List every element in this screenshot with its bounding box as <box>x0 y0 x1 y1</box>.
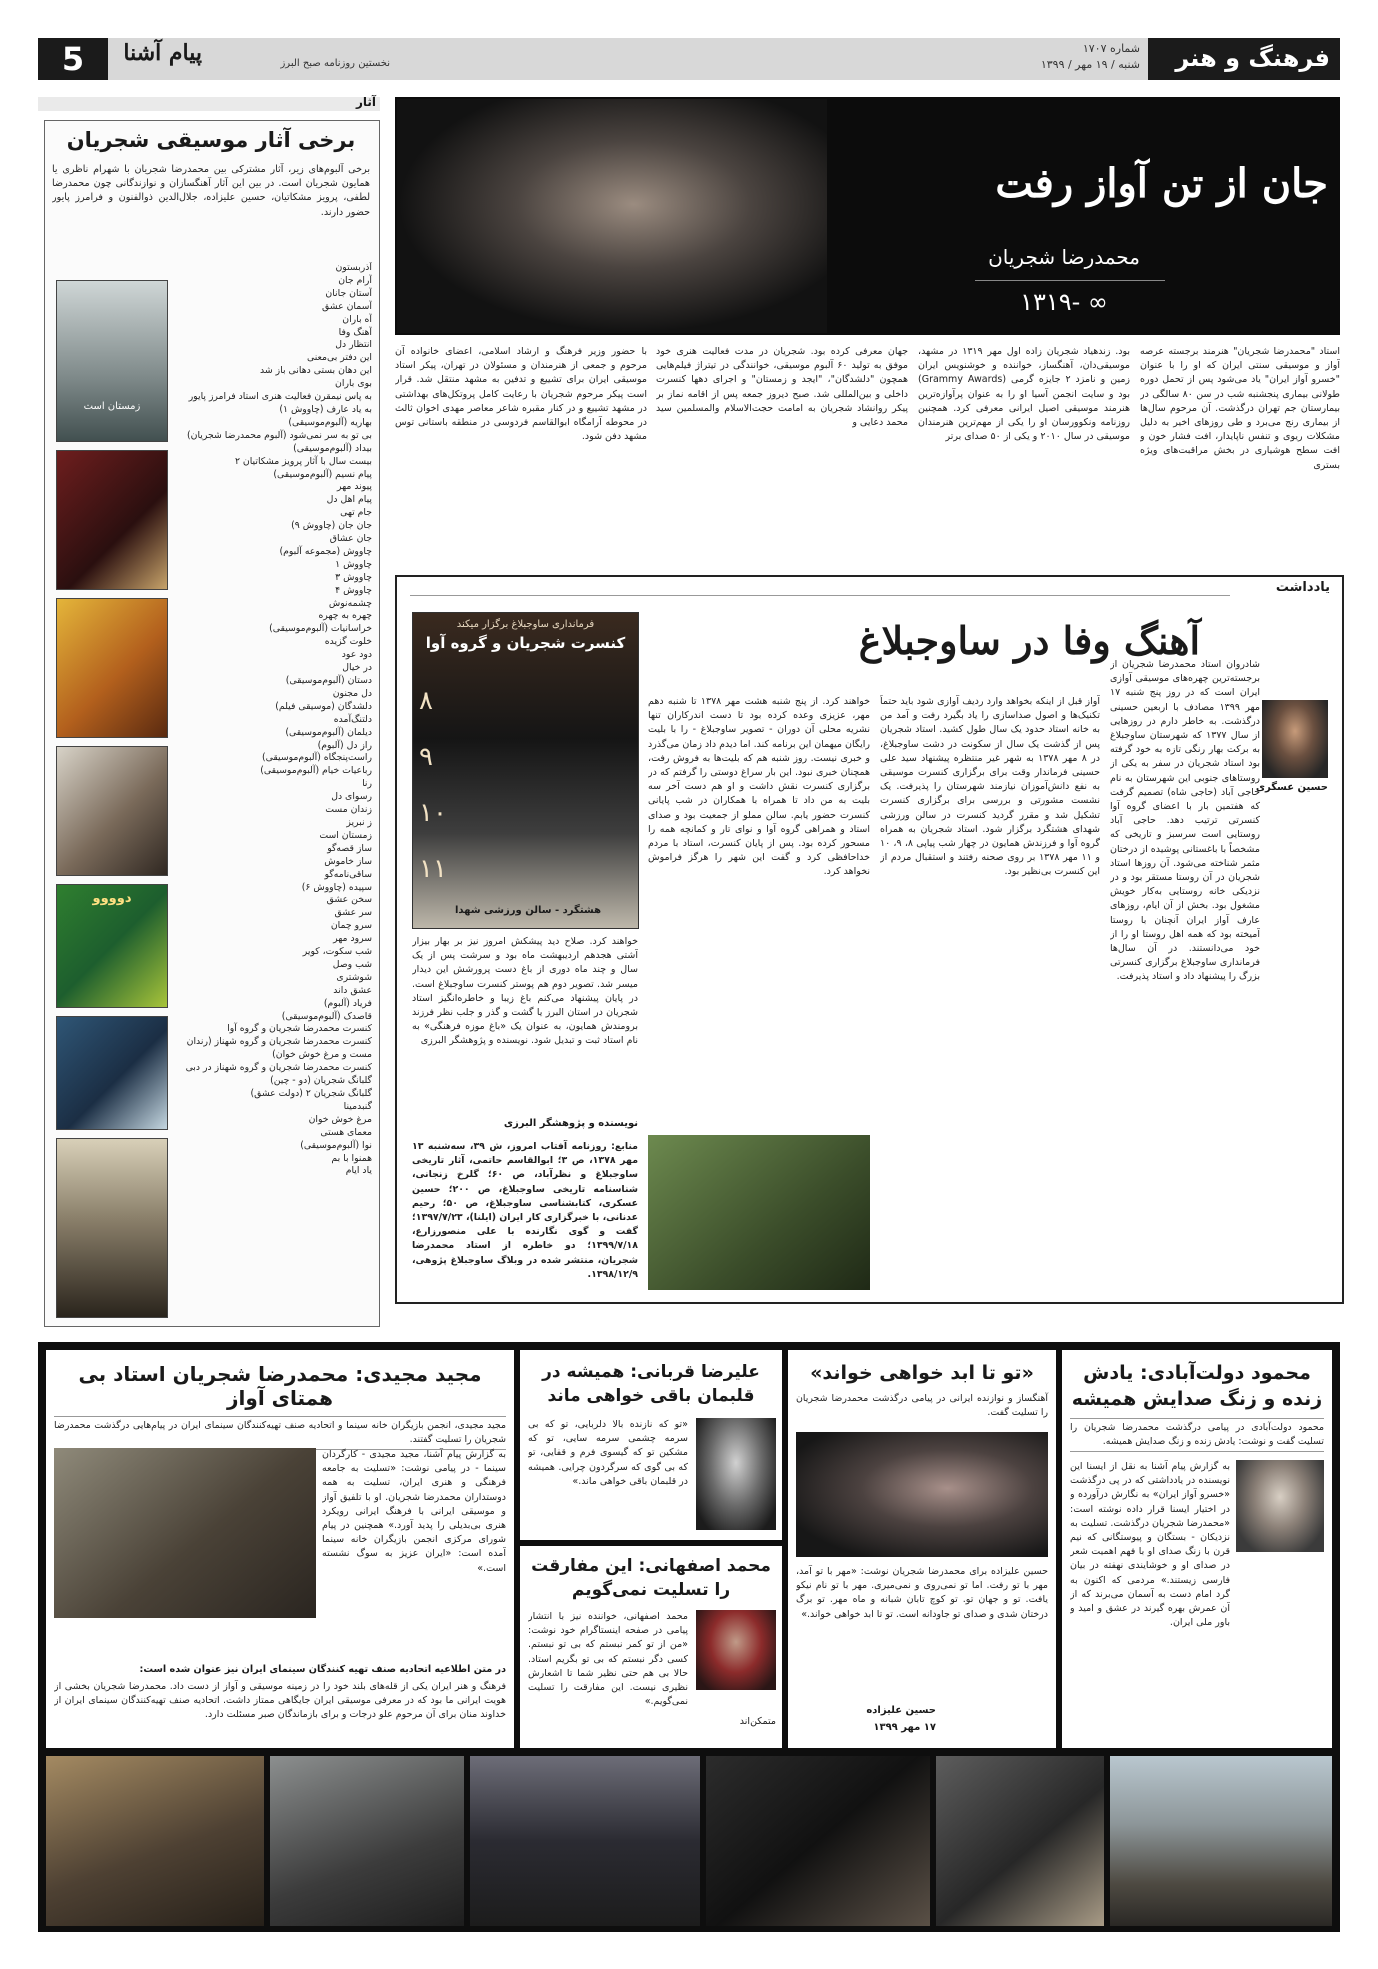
works-list-items <box>172 262 372 1178</box>
works-list-item: دلتنگ‌آمده <box>333 713 372 725</box>
works-list-item: پیام نسیم (آلبوم‌موسیقی) <box>273 468 372 480</box>
works-list-item: سپیده (چاووش ۶) <box>301 881 372 893</box>
memoir-col-2: آواز قبل از اینکه بخواهد وارد ردیف آوازی شود باید حتماً تکنیک‌ها و اصول صداسازی را یاد بگیرد رفت و آمد من به خانه استاد حدود یک سال طول کشید. استاد شجریان پس از گذشت یک سال از سکونت در دشت ساوجبلاغ، در ۸ مهر ۱۳۷۸ به شهر غیر منتظره پیشنهاد سید علی حسینی فرماندار وقت برای برگزاری کنسرت موسیقی به نفع دانش‌آموزان نیازمند شهرستان را پذیرفت. یک نشست مشورتی و بررسی برای برگزاری کنسرت تشکیل شد و مقرر گردید کنسرت در سالن ورزشی شهدای هشتگرد برگزار شود. استاد شجریان به همراه گروه آوا و فرزندش همایون در چهار شب پیاپی ۸، ۹، ۱۰ و ۱۱ مهر ۱۳۷۸ بر روی صحنه رفتند و استقبال مردم از این کنسرت بی‌نظیر بود. <box>880 696 1100 878</box>
memoir-tag-rule <box>410 595 1230 596</box>
subtitle-rule <box>975 280 1165 281</box>
works-list-item: گلبانگ شجریان (دو - چین) <box>270 1075 372 1087</box>
poster-organizer: فرمانداری ساوجبلاغ برگزار میکند <box>456 619 595 630</box>
album-cover-1 <box>56 280 168 442</box>
album-cover-5-title: دوووو <box>92 891 132 906</box>
works-list-item: دل مجنون <box>332 687 372 699</box>
works-list-item: آستان جانان <box>325 287 372 299</box>
works-list-item: دیلمان (آلبوم‌موسیقی) <box>285 726 372 738</box>
works-list-item: خراسانیات (آلبوم‌موسیقی) <box>269 623 372 635</box>
tribute-3-body: «تو که نازنده بالا دلربایی، تو که بی سرمه چشمی سرمه سایی، تو که مشکین تو که گیسوی فرم و قفایی، تو که بی گوی که سرگردون چرایی. همیشه در قلبمان باقی خواهی ماند.» <box>528 1419 688 1487</box>
poster-title: کنسرت شجریان و گروه آوا <box>425 634 626 652</box>
works-list-item: آرام جان <box>338 274 372 286</box>
works-list-item: شب وصل <box>332 958 372 970</box>
works-list-item: چاووش ۴ <box>335 584 372 596</box>
paper-logo: پیام آشنا <box>123 40 202 66</box>
works-list-item: در خیال <box>342 662 372 674</box>
lead-subtitle: محمدرضا شجریان <box>988 245 1140 269</box>
album-cover-3 <box>56 598 168 738</box>
tribute-2-title: «تو تا ابد خواهی خواند» <box>810 1362 1034 1384</box>
tribute-4-signature: متمکن‌اند <box>739 1716 776 1727</box>
tribute-1-lead: محمود دولت‌آبادی در پیامی درگذشت محمدرضا شجریان را تسلیت گفت و نوشت: یادش زنده و زنگ صدایش همیشه. <box>1070 1418 1324 1452</box>
works-list-item: ز نبریز <box>346 816 372 828</box>
works-list-item: قاصدک (آلبوم‌موسیقی) <box>281 1010 372 1022</box>
tribute-2-date: ۱۷ مهر ۱۳۹۹ <box>873 1722 936 1733</box>
works-list-item: پیوند مهر <box>336 481 372 493</box>
works-list-item: این دفتر بی‌معنی <box>306 352 372 364</box>
garden-photo <box>648 1135 870 1290</box>
memoir-sources: منابع: روزنامه آفتاب امروز، ش ۳۹، سه‌شنبه ۱۳ مهر ۱۳۷۸، ص ۳؛ ابوالقاسم حاتمی، آثار تاریخی ساوجبلاغ و نظرآباد، ص ۶۰؛ گلرخ زنجانی، شناسنامه تاریخی ساوجبلاغ، ص ۲۰۰؛ حسین عسکری، کتابشناسی ساوجبلاغ، ص ۵۰؛ رحیم عدنانی، با خبرگزاری کار ایران (ایلنا)، ۱۳۹۷/۷/۲۳؛ گفت و گوی نگارنده با علی منصورزارع، ۱۳۹۹/۷/۱۸؛ دو خاطره از استاد محمدرضا شجریان، منتشر شده در وبلاگ ساوجبلاغ پژوهی، ۱۳۹۸/۱۲/۹. <box>412 1141 638 1280</box>
album-cover-1-title: زمستان است <box>83 401 141 412</box>
works-list-item: انتظار دل <box>335 339 372 351</box>
works-title: برخی آثار موسیقی شجریان <box>66 128 356 152</box>
author-photo <box>1262 700 1328 778</box>
memoir-col-1b <box>1262 800 1332 1290</box>
memoir-col-1: شادروان استاد محمدرضا شجریان از برجسته‌ترین چهره‌های موسیقی آوازی ایران است که در روز پنج شنبه ۱۷ مهر ۱۳۹۹ مصادف با اربعین حسینی درگذشت. به خاطر دارم در روزهایی از سال ۱۳۷۷ که شهرستان ساوجبلاغ به برکت بهار رنگی تازه به خود گرفته بود استاد شجریان در سفر به یکی از روستاهای جنوبی این شهرستان به نام حاجی آباد (حاجی شاه) تصمیم گرفت که هفتمین بار با اعضای گروه آوا کنسرتی ترتیب دهد. حاجی آباد روستایی است سرسبز و تاریخی که مشخصاً با باغستانی پوشیده از درختان مثمر شناخته می‌شود. آن روزها استاد شجریان در آن روستا مستقر بود و در نزدیکی خانه روستایی به‌کار خویش مشغول بود. بخش از آن ایام، روزهای عارف آواز ایران آنچنان با روستا آمیخته بود که همه اهل روستا او را از خود می‌دانستند. در آن سال‌ها فرمانداری ساوجبلاغ برگزاری کنسرتی بزرگ را پیشنهاد داد و استاد پذیرفت. <box>1110 659 1260 983</box>
section-title: فرهنگ و هنر <box>1175 44 1330 72</box>
works-list-item: سر عشق <box>334 907 372 919</box>
lead-years: ۱۳۱۹- ∞ <box>1020 288 1108 316</box>
works-list-item: سرود مهر <box>333 933 372 945</box>
funeral-photo-2 <box>936 1756 1104 1926</box>
works-list-item: کنسرت محمدرضا شجریان و گروه آوا <box>227 1023 372 1035</box>
lead-col-2: بود. زندهیاد شجریان زاده اول مهر ۱۳۱۹ در مشهد، موسیقی‌دان، آهنگساز، خواننده و خوشنویس ایران زمین و نامزد ۲ جایزه گرمی (Grammy Awards) بود و سایت انجمن آسیا او را به عنوان پرآوازه‌ترین هنرمند موسیقی اصیل ایرانی معرفی کرد. همچنین روزنامه ونکوورسان او را یکی از مهم‌ترین هنرمندان موسیقی در سال ۲۰۱۰ و یکی از ۵۰ صدای برتر <box>918 346 1130 443</box>
works-list-item: نوا (آلبوم‌موسیقی) <box>300 1139 372 1151</box>
tribute-2-body: حسین علیزاده برای محمدرضا شجریان نوشت: «مهر با تو آمد، مهر با تو رفت. اما تو نمی‌روی و نمی‌میری. مهر با تو نام نیکو یافت. تو و جهان تو. تو کوچ تابان شبانه و ماه مهر. تو برگ درختان شدی و صدای تو جاودانه است. تو تا ابد خواهی خواند.» <box>796 1566 1048 1620</box>
works-list-item: راز دل (آلبوم) <box>317 739 372 751</box>
memoir-author: حسین عسگری <box>1255 782 1328 793</box>
works-list-item: بی تو به سر نمی‌شود (آلبوم محمدرضا شجریان) <box>186 429 372 441</box>
tribute-2-lead: آهنگساز و نوازنده ایرانی در پیامی درگذشت محمدرضا شجریان را تسلیت گفت. <box>796 1393 1048 1419</box>
works-list-item: رسوای دل <box>331 791 372 803</box>
works-list-item: آسمان عشق <box>322 300 372 312</box>
lead-col-1: استاد "محمدرضا شجریان" هنرمند برجسته عرصه آواز و موسیقی سنتی ایران که او را با عنوان "خسرو آواز ایران" یاد می‌شود پس از تحمل دوره طولانی بیماری پنجشنبه شب در سن ۸۰ سالگی در بیمارستان جم تهران درگذشت. آن مرحوم سال‌ها از بیماری رنج می‌برد و طی روزهای اخیر به دلیل مشکلات ریوی و تنفس ناپایدار، افت فشار خون و افت سطح هوشیاری در بخش مراقبت‌های ویژه بستری <box>1140 346 1340 471</box>
tribute-5-lead: مجید مجیدی، انجمن بازیگران خانه سینما و اتحادیه صنف تهیه‌کنندگان سینمای ایران در پیام‌هایی درگذشت محمدرضا شجریان را تسلیت گفتند. <box>54 1416 506 1450</box>
tribute-2 <box>788 1350 1056 1748</box>
tribute-4-title: محمد اصفهانی: این مفارقت را تسلیت نمی‌گویم <box>531 1556 771 1600</box>
works-list-item: دلشدگان (موسیقی فیلم) <box>275 700 372 712</box>
works-list-item: بوی باران <box>335 378 372 390</box>
funeral-photo-5 <box>270 1756 464 1926</box>
tribute-1 <box>1062 1350 1332 1748</box>
memoir-col-3: خواهند کرد. از پنج شنبه هشت مهر ۱۳۷۸ تا شنبه دهم مهر، عزیزی وعده کرده بود تا دست اندرکاران تنها نشریه محلی آن دوران - تصویر ساوجبلاغ - را با بلیت رایگان میهمان این برنامه کند. اما دیدم داد زمان می‌گذرد و خبری نیست. روز شنبه هم که بلیت‌ها به فروش رفت، همچنان خبری نبود. این بار سراغ دوستی را گرفتم که در برگزاری کنسرت نقش داشت و او هم دست آخر سه بلیت به من داد تا همراه با همکاران در شب پایانی کنسرت حضور یابم. سالن مملو از جمعیت بود و صدای استاد و همراهی گروه آوا و نوای تار و کمانچه همه را مسحور کرده بود. پس از پایان کنسرت، استاد با مردم خداحافظی کرد و گفت این شهر را هرگز فراموش نخواهد کرد. <box>648 696 870 878</box>
works-list-item: راست‌پنجگاه (آلبوم‌موسیقی) <box>261 752 372 764</box>
album-cover-6 <box>56 1016 168 1130</box>
works-list-item: آذربستون <box>335 262 372 273</box>
esfahani-photo <box>696 1610 776 1690</box>
works-list-item: شب سکوت، کویر <box>302 946 372 958</box>
works-list-item: بهاریه (آلبوم‌موسیقی) <box>288 416 372 428</box>
works-list-item: همنوا با بم <box>331 1152 372 1164</box>
works-list-item: چهره به چهره <box>318 610 372 622</box>
album-cover-2 <box>56 450 168 590</box>
lead-col-3: جهان معرفی کرده بود. شجریان در مدت فعالیت هنری خود موفق به تولید ۶۰ آلبوم موسیقی، خوانندگی در تیتراژ فیلم‌هایی همچون "دلشدگان"، "ایجد و زمستان" و اجرای دهها کنسرت داخلی و بین‌المللی شد. صبح دیروز جمعه پس از اقامه نماز بر پیکر روانشاد شجریان به امامت حجت‌الاسلام والمسلمین سید محمد دعایی و <box>656 346 908 429</box>
tribute-4-body: محمد اصفهانی، خواننده نیز با انتشار پیامی در صفحه اینستاگرام خود نوشت: «من از تو کمر نبستم که بی تو نبستم. کسی دگر نبستم که بی تو بگریم استاد. حالا بی هم حتی نظیر شما تا اشعارش نظیری نیست. این مفارقت را تسلیت نمی‌گویم.» <box>528 1611 688 1708</box>
works-list-item: آه باران <box>342 313 372 325</box>
works-list-item: ساز خاموش <box>324 855 372 867</box>
works-list-item: زندان مست <box>325 804 372 816</box>
works-list-item: سرو چمان <box>330 920 372 932</box>
tribute-5 <box>46 1350 514 1748</box>
paper-tagline: نخستین روزنامه صبح البرز <box>280 58 390 69</box>
works-list-item: یاد ایام <box>345 1165 372 1177</box>
works-intro: برخی آلبوم‌های زیر، آثار مشترکی بین محمدرضا شجریان با شهرام ناظری یا همایون شجریان است. در بین این آثار آهنگسازان و نوازندگانی چون محمدرضا لطفی، پرویز مشکاتیان، حسین علیزاده، جلال‌الدین ذوالفنون و فرامرز پایور حضور دارند. <box>52 164 370 218</box>
works-list-item: جان جان (چاووش ۹) <box>291 520 372 532</box>
works-list-item: آهنگ وفا <box>338 326 372 338</box>
works-list-item: زمستان است <box>319 829 372 841</box>
album-cover-5 <box>56 884 168 1008</box>
tribute-5-notice-body: فرهنگ و هنر ایران یکی از قله‌های بلند خود را در زمینه موسیقی و آواز از دست داد. محمدرضا شجریان بخشی از هویت ایرانی ما بود که در معرفی موسیقی ایران جایگاهی ممتاز داشت. اتحادیه صنف تهیه‌کنندگان سینمای ایران از خداوند منان برای آن مرحوم علو درجات و برای بازماندگان صبر مسئلت دارد. <box>54 1681 506 1721</box>
works-list-item: رنا <box>362 778 372 790</box>
works-list-item: بیداد (آلبوم‌موسیقی) <box>293 442 372 454</box>
works-list-item: دود عود <box>341 649 372 661</box>
works-list-item: مرغ خوش خوان <box>308 1113 372 1125</box>
works-tag: آثار <box>355 95 376 109</box>
shajarian-portrait <box>397 99 827 333</box>
works-list-item: پیام اهل دل <box>326 494 372 506</box>
tribute-1-body: به گزارش پیام آشنا به نقل از ایسنا این نویسنده در یادداشتی که در پی درگذشت «خسرو آواز ایران» به نگارش درآورده و در اختیار ایسنا قرار داده نوشته است: «محمدرضا شجریان درگذشت. تسلیت به نزدیکان - بستگان و پیوستگانی که نیم قرن با زنگ صدای او با فهم اهمیت شعر در صدای او و خوشایندی نهفته در بیان فارسی زیستند.» مردمی که اکنون به گرد امام دست به آسمان می‌برند که از آن عمرش بهره گیرند در عشق و امید و باور ملی ایران. <box>1070 1461 1230 1629</box>
funeral-photo-3 <box>706 1756 930 1926</box>
poster-venue: هشتگرد - سالن ورزشی شهدا <box>454 905 602 916</box>
lead-col-4: با حضور وزیر فرهنگ و ارشاد اسلامی، اعضای خانواده آن مرحوم و جمعی از هنرمندان و مسئولان در تهران، پیکر استاد موسیقی ایران برای تشییع و تدفین به مشهد منتقل شد. قرار است پیکر مرحوم شجریان با رعایت کامل پروتکل‌های بهداشتی در مشهد تشییع و در کنار مقبره شاعر معاصر مهدی اخوان ثالث در محوطه آرامگاه ابوالقاسم فردوسی در منطقه باستانی توس مشهد دفن شود. <box>395 346 647 443</box>
issue-date: شنبه / ۱۹ مهر / ۱۳۹۹ <box>1040 58 1140 71</box>
tribute-5-body: به گزارش پیام آشنا، مجید مجیدی - کارگردان سینما - در پیامی نوشت: «تسلیت به جامعه فرهنگی و هنری ایران، تسلیت به همه دوستداران محمدرضا شجریان. او با تلفیق آواز و موسیقی ایرانی با فرهنگ ایرانی رویکرد هنری بی‌بدیلی را پدید آورد.» همچنین در پیام شورای مرکزی انجمن بازیگران خانه سینما آمده است: «ایران عزیز به سوگ نشسته است.» <box>322 1449 506 1574</box>
funeral-photo-6 <box>46 1756 264 1926</box>
works-list-item: جان عشاق <box>329 533 372 545</box>
works-list-item: کنسرت محمدرضا شجریان و گروه شهناز در دبی <box>185 1062 372 1074</box>
tribute-2-signature: حسین علیزاده <box>866 1705 936 1716</box>
works-list-item: معمای هستی <box>320 1126 372 1138</box>
works-list-item: چاووش (مجموعه آلبوم) <box>279 545 372 557</box>
alizadeh-photo <box>796 1432 1048 1557</box>
works-list-item: جام تهی <box>340 507 372 519</box>
works-list-item: چاووش ۳ <box>335 571 372 583</box>
majidi-photo <box>54 1448 316 1618</box>
issue-number: شماره ۱۷۰۷ <box>1082 42 1140 55</box>
tribute-1-title: محمود دولت‌آبادی: یادش زنده و زنگ صدایش همیشه <box>1071 1362 1323 1410</box>
works-list-item: رباعیات خیام (آلبوم‌موسیقی) <box>260 765 372 777</box>
album-cover-4 <box>56 746 168 876</box>
works-list-item: سخن عشق <box>326 894 372 906</box>
memoir-tag: یادداشت <box>1275 580 1330 595</box>
works-list-item: ساز قصه‌گو <box>327 842 372 854</box>
works-list-item: کنسرت محمدرضا شجریان و گروه شهناز (رندان مست و مرغ خوش خوان) <box>186 1036 372 1061</box>
works-list-item: چاووش ۱ <box>335 558 372 570</box>
works-list <box>172 262 372 1322</box>
works-list-item: چشمه‌نوش <box>328 597 372 609</box>
works-list-item: فریاد (آلبوم) <box>323 997 372 1009</box>
works-list-item: ساقی‌نامه‌گو <box>324 868 372 880</box>
lead-title: جان از تن آواز رفت <box>995 160 1328 207</box>
works-list-item: گلبانگ شجریان ۲ (دولت عشق) <box>250 1088 372 1099</box>
works-list-item: بیست سال با آثار پرویز مشکاتیان ۲ <box>234 455 372 467</box>
works-list-item: گنبدمینا <box>343 1100 372 1112</box>
memoir-byline: نویسنده و پژوهشگر البرزی <box>503 1118 638 1129</box>
works-list-item: دستان (آلبوم‌موسیقی) <box>285 675 372 686</box>
page-number: 5 <box>61 40 85 78</box>
tribute-3-title: علیرضا قربانی: همیشه در قلبمان باقی خواهی ماند <box>542 1362 760 1406</box>
funeral-photo-1 <box>1110 1756 1332 1926</box>
tribute-3 <box>520 1350 782 1540</box>
funeral-photo-4 <box>470 1756 700 1926</box>
works-list-item: به پاس نیمقرن فعالیت هنری استاد فرامرز پایور <box>188 391 372 403</box>
dolatabadi-photo <box>1236 1460 1324 1552</box>
poster-dates: ۸ ۹ ۱۰ ۱۱ <box>419 686 447 884</box>
works-list-item: خلوت گزیده <box>324 636 372 648</box>
album-cover-7 <box>56 1138 168 1318</box>
concert-poster <box>412 612 639 929</box>
memoir-title: آهنگ وفا در ساوجبلاغ <box>858 618 1200 663</box>
tribute-4 <box>520 1546 782 1748</box>
works-list-item: شوشتری <box>336 971 372 983</box>
ghorbani-photo <box>696 1418 776 1530</box>
memoir-col-4: خواهند کرد. صلاح دید پیشکش امروز نیز بر بهار بیزار آشتی هجدهم اردیبهشت ماه بود و سرشت پس از یک سال و چند ماه دوری از باغ دست پرورشش این دیدار میسر شد. تصویر دوم هم پوستر کنسرت ساوجبلاغ است. در پایان پیشنهاد می‌کنم باغ زیبا و خاطره‌انگیز استاد شجریان در استان البرز یا گشت و گذر و جلب نظر فرزند برومندش همایون، به عنوان یک «باغ موزه فرهنگی» به نام استاد ثبت و تبدیل شود. نویسنده و پژوهشگر البرزی <box>412 936 638 1047</box>
tribute-5-title: مجید مجیدی: محمدرضا شجریان استاد بی همتای آواز <box>78 1362 482 1410</box>
tribute-5-notice: در متن اطلاعیه اتحادیه صنف تهیه کنندگان سینمای ایران نیز عنوان شده است: <box>139 1664 506 1675</box>
works-list-item: به یاد عارف (چاووش ۱) <box>279 403 372 415</box>
works-list-item: این دهان بستی دهانی باز شد <box>260 365 372 377</box>
works-list-item: عشق داند <box>333 984 372 996</box>
